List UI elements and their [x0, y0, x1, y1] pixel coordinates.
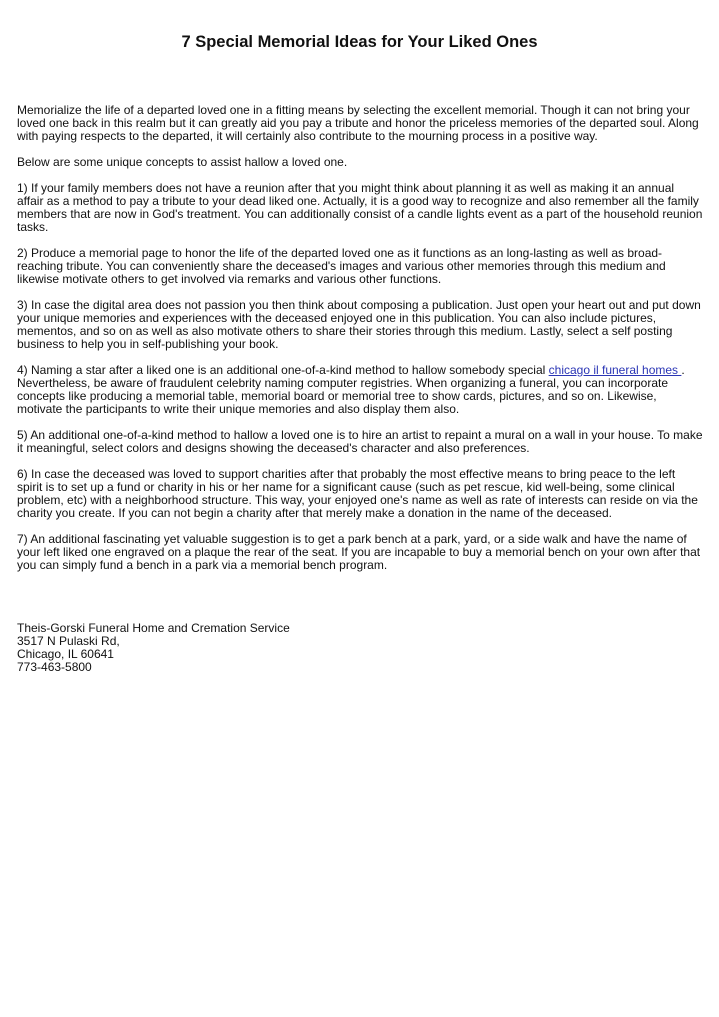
street-address: 3517 N Pulaski Rd, — [17, 634, 120, 648]
idea-4-text-before: 4) Naming a star after a liked one is an additional one-of-a-kind method to hallow somebody special — [17, 363, 549, 377]
page-title: 7 Special Memorial Ideas for Your Liked Ones — [181, 33, 538, 51]
phone-number: 773-463-5800 — [17, 660, 92, 674]
funeral-homes-link[interactable]: chicago il funeral homes — [548, 363, 682, 377]
idea-7-paragraph: 7) An additional fascinating yet valuable suggestion is to get a park bench at a park, yard, or a side walk and have the name of your left liked one engraved on a plaque the rear of the seat. If you are incapable to buy a memorial bench on your own after that you can simply fund a bench in a park via a memorial bench program. — [17, 532, 701, 572]
idea-6-paragraph: 6) In case the deceased was loved to support charities after that probably the most effective means to bring peace to the left spirit is to set up a fund or charity in his or her name for a significant cause (such as pet rescue, kid well-being, some clinical problem, etc) with a neighborhood structure. This way, your enjoyed one's name as well as rate of interests can reside on via the charity you create. If you can not begin a charity after that merely make a donation in the name of the deceased. — [17, 467, 698, 520]
idea-4-text-after: . Nevertheless, be aware of fraudulent celebrity naming computer registries. When organizing a funeral, you can incorporate concepts like producing a memorial table, memorial board or memorial tree to show cards, pictures, and so on. Likewise, motivate the participants to write their unique memories and also display them also. — [17, 363, 685, 416]
intro-paragraph: Memorialize the life of a departed loved one in a fitting means by selecting the excellent memorial. Though it can not bring your loved one back in this realm but it can greatly aid you pay a tribute and honor the priceless memories of the departed soul. Along with paying respects to the departed, it will certainly also contribute to the mourning process in a positive way. — [17, 103, 699, 143]
contact-block — [17, 622, 617, 674]
idea-1-paragraph: 1) If your family members does not have a reunion after that you might think about planning it as well as making it an annual affair as a method to pay a tribute to your dead liked one. Actually, it is a good way to recognize and also remember all the family members that are now in God's treatment. You can additionally consist of a candle lights event as a part of the household reunion tasks. — [17, 181, 703, 234]
idea-3-paragraph: 3) In case the digital area does not passion you then think about composing a publication. Just open your heart out and put down your unique memories and experiences with the deceased enjoyed one in this publication. You can also include pictures, mementos, and so on as well as also motivate others to share their stories through this medium. Lastly, select a self posting business to help you in self-publishing your book. — [17, 298, 701, 351]
city-state-zip: Chicago, IL 60641 — [17, 647, 114, 661]
idea-4-paragraph — [17, 364, 703, 416]
article-body — [17, 104, 703, 585]
lead-paragraph: Below are some unique concepts to assist hallow a loved one. — [17, 155, 348, 169]
business-name: Theis-Gorski Funeral Home and Cremation Service — [17, 621, 290, 635]
idea-5-paragraph: 5) An additional one-of-a-kind method to hallow a loved one is to hire an artist to repaint a mural on a wall in your house. To make it meaningful, select colors and designs showing the deceased's character and also preferences. — [17, 428, 703, 455]
idea-2-paragraph: 2) Produce a memorial page to honor the life of the departed loved one as it functions as an long-lasting as well as broad-reaching tribute. You can conveniently share the deceased's images and various other memories through this medium and likewise motivate others to get involved via remarks and various other functions. — [17, 246, 666, 286]
